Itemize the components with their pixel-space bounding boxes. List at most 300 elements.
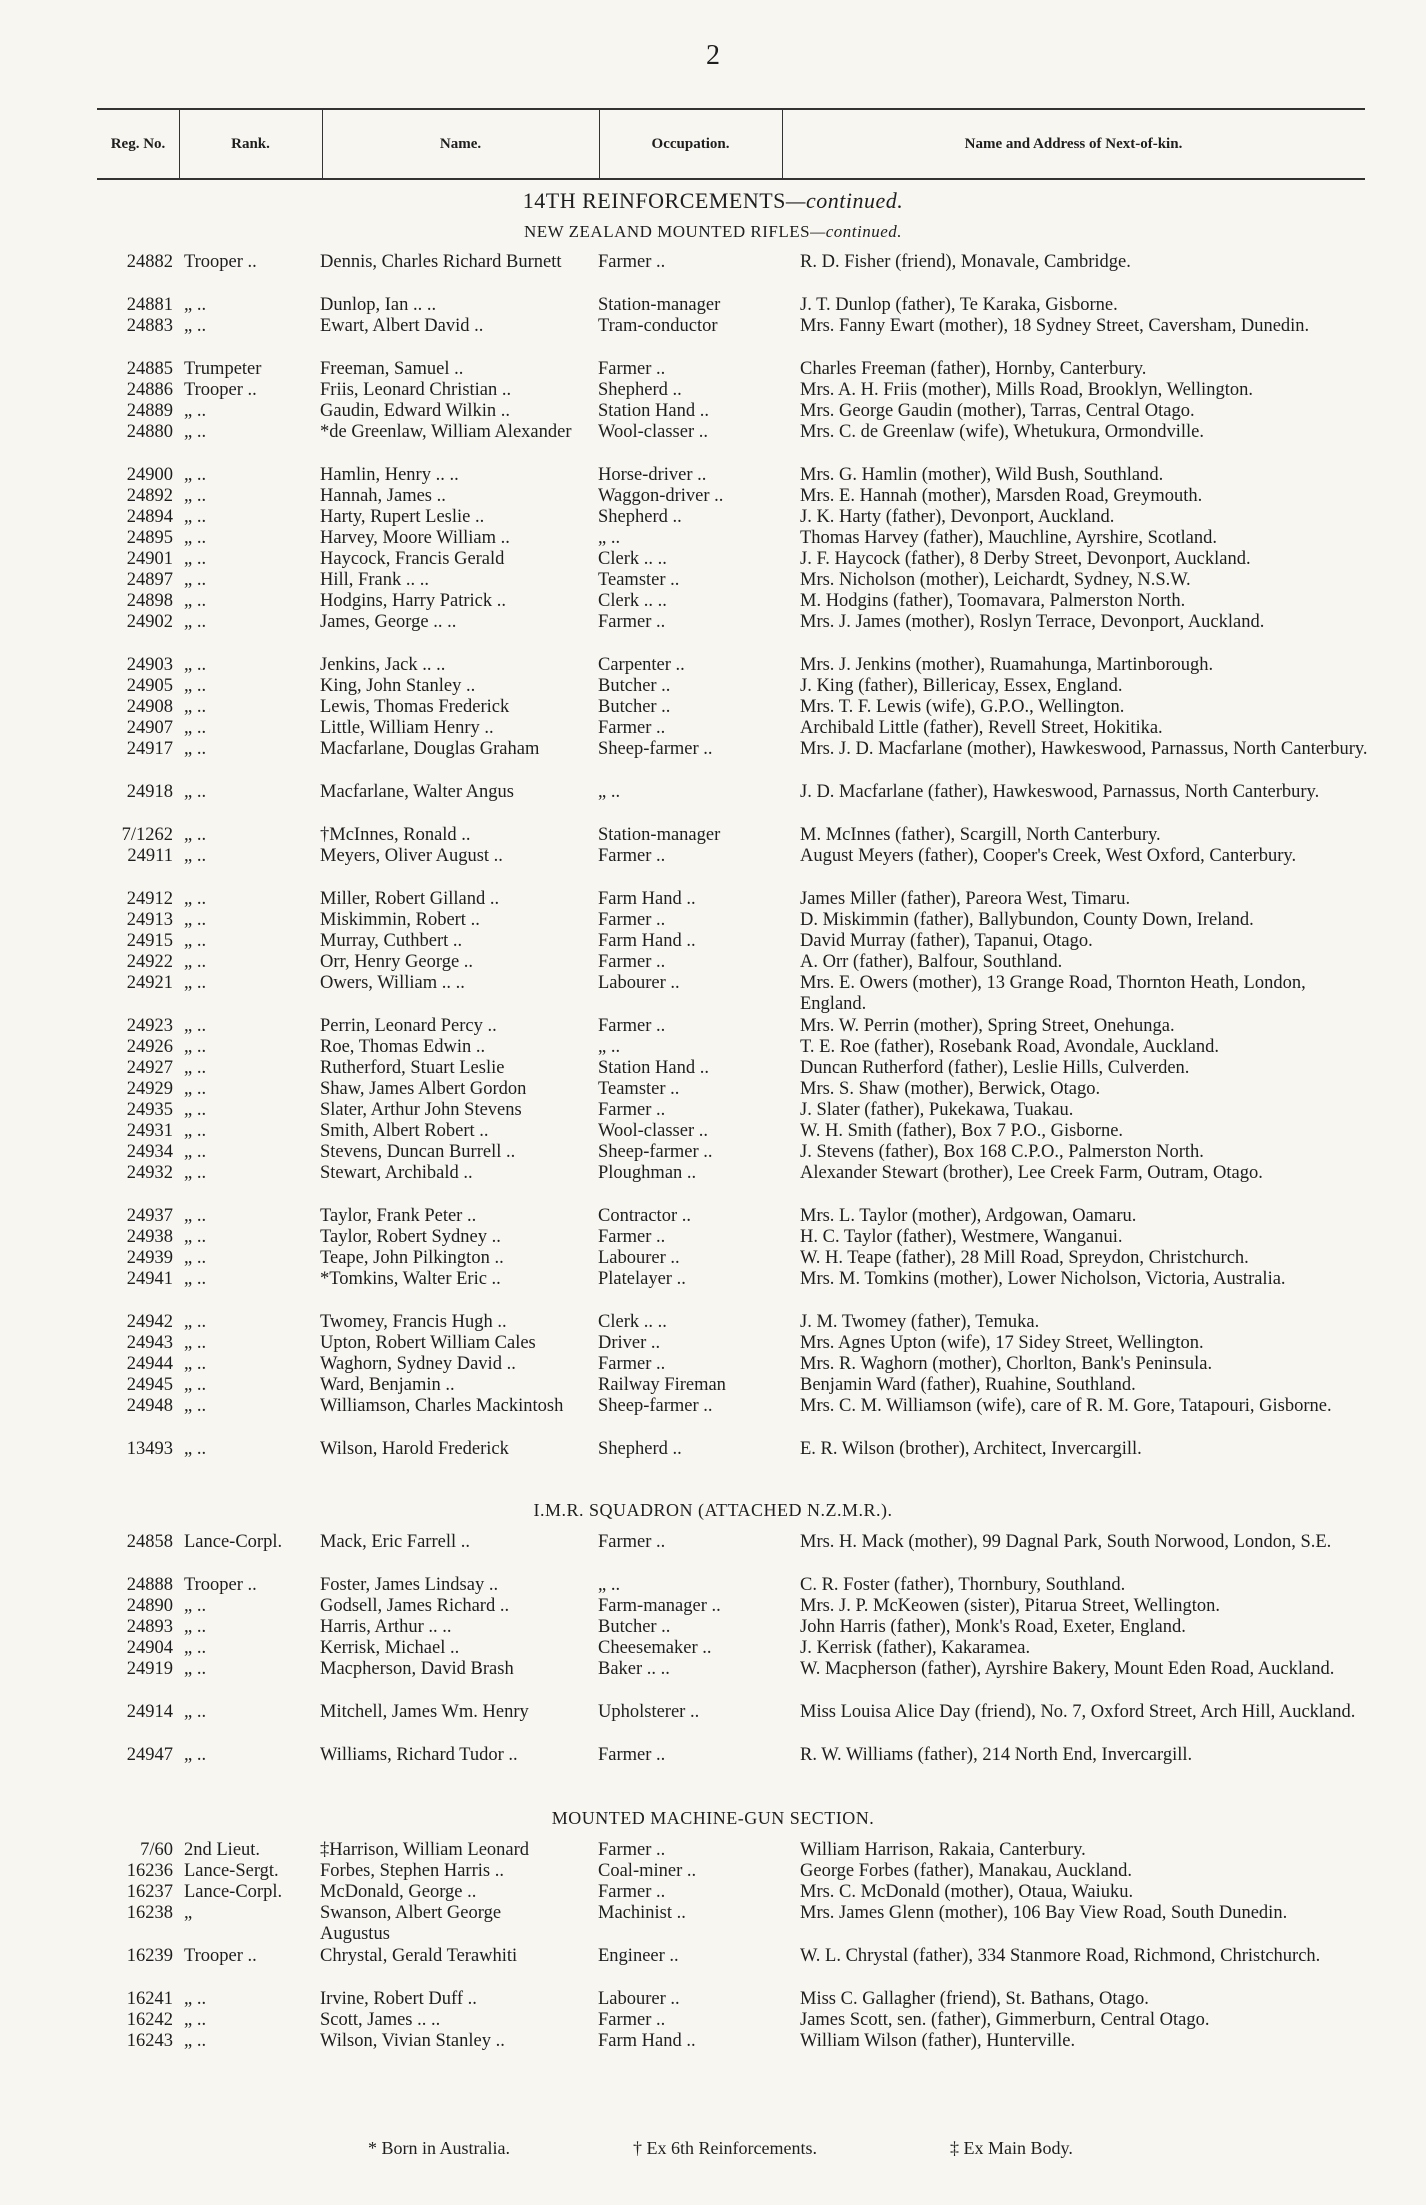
- cell-rank: „ ..: [184, 1333, 207, 1353]
- cell-rank: „ ..: [184, 697, 207, 717]
- cell-name: Hannah, James ..: [320, 486, 446, 506]
- cell-name: Hodgins, Harry Patrick ..: [320, 591, 506, 611]
- cell-next-of-kin: M. Hodgins (father), Toomavara, Palmerston North.: [800, 591, 1186, 611]
- cell-rank: „ ..: [184, 910, 207, 930]
- page-number: 2: [706, 40, 720, 71]
- cell-rank: „ ..: [184, 1269, 207, 1289]
- cell-name: *de Greenlaw, William Alexander: [320, 422, 572, 442]
- cell-rank: „ ..: [184, 1121, 207, 1141]
- cell-next-of-kin: Mrs. T. F. Lewis (wife), G.P.O., Wellington.: [800, 697, 1125, 717]
- cell-occupation: Shepherd ..: [598, 380, 682, 400]
- cell-occupation: Farmer ..: [598, 359, 666, 379]
- cell-occupation: Farmer ..: [598, 1354, 666, 1374]
- cell-reg-no: 24937: [126, 1206, 173, 1226]
- cell-next-of-kin: Mrs. R. Waghorn (mother), Chorlton, Bank's Peninsula.: [800, 1354, 1213, 1374]
- cell-name: †McInnes, Ronald ..: [320, 825, 471, 845]
- cell-next-of-kin: W. Macpherson (father), Ayrshire Bakery, Mount Eden Road, Auckland.: [800, 1659, 1335, 1679]
- cell-next-of-kin: W. H. Smith (father), Box 7 P.O., Gisborne.: [800, 1121, 1124, 1141]
- section-title-imr-squadron: I.M.R. SQUADRON (ATTACHED N.Z.M.R.).: [533, 1500, 893, 1520]
- cell-reg-no: 16239: [126, 1946, 173, 1966]
- cell-occupation: Horse-driver ..: [598, 465, 707, 485]
- cell-reg-no: 24922: [126, 952, 173, 972]
- cell-rank: „ ..: [184, 1206, 207, 1226]
- cell-rank: Trooper ..: [184, 1946, 257, 1966]
- cell-occupation: Sheep-farmer ..: [598, 1142, 713, 1162]
- cell-name: Harty, Rupert Leslie ..: [320, 507, 485, 527]
- cell-occupation: Farmer ..: [598, 1745, 666, 1765]
- cell-occupation: Farmer ..: [598, 1840, 666, 1860]
- cell-rank: „ ..: [184, 612, 207, 632]
- cell-reg-no: 24926: [126, 1037, 173, 1057]
- cell-name: Wilson, Harold Frederick: [320, 1439, 509, 1459]
- cell-occupation: Farmer ..: [598, 846, 666, 866]
- cell-occupation: Teamster ..: [598, 1079, 680, 1099]
- cell-name: Gaudin, Edward Wilkin ..: [320, 401, 511, 421]
- cell-reg-no: 24883: [126, 316, 173, 336]
- cell-reg-no: 24902: [126, 612, 173, 632]
- cell-name: Forbes, Stephen Harris ..: [320, 1861, 504, 1881]
- cell-reg-no: 16238: [126, 1903, 173, 1923]
- cell-next-of-kin: Archibald Little (father), Revell Street, Hokitika.: [800, 718, 1163, 738]
- cell-name: Harris, Arthur .. ..: [320, 1617, 452, 1637]
- cell-next-of-kin: J. Slater (father), Pukekawa, Tuakau.: [800, 1100, 1074, 1120]
- cell-reg-no: 24919: [126, 1659, 173, 1679]
- cell-rank: Lance-Corpl.: [184, 1532, 283, 1552]
- cell-next-of-kin: Miss Louisa Alice Day (friend), No. 7, Oxford Street, Arch Hill, Auckland.: [800, 1702, 1356, 1722]
- cell-rank: „ ..: [184, 1638, 207, 1658]
- cell-reg-no: 24903: [126, 655, 173, 675]
- footnote-born-australia: * Born in Australia.: [368, 2138, 510, 2158]
- cell-reg-no: 24894: [126, 507, 173, 527]
- cell-reg-no: 24908: [126, 697, 173, 717]
- cell-rank: „ ..: [184, 316, 207, 336]
- cell-next-of-kin: Mrs. J. Jenkins (mother), Ruamahunga, Martinborough.: [800, 655, 1214, 675]
- cell-reg-no: 16243: [126, 2031, 173, 2051]
- cell-occupation: Farmer ..: [598, 1882, 666, 1902]
- cell-rank: „ ..: [184, 528, 207, 548]
- cell-next-of-kin: D. Miskimmin (father), Ballybundon, County Down, Ireland.: [800, 910, 1254, 930]
- cell-next-of-kin: Mrs. J. D. Macfarlane (mother), Hawkeswood, Parnassus, North Canterbury.: [800, 739, 1368, 759]
- cell-rank: „ ..: [184, 1989, 207, 2009]
- cell-next-of-kin: Mrs. James Glenn (mother), 106 Bay View Road, South Dunedin.: [800, 1903, 1288, 1923]
- cell-name: Dunlop, Ian .. ..: [320, 295, 437, 315]
- cell-next-of-kin: J. Stevens (father), Box 168 C.P.O., Palmerston North.: [800, 1142, 1204, 1162]
- cell-next-of-kin: Mrs. George Gaudin (mother), Tarras, Central Otago.: [800, 401, 1195, 421]
- cell-name: Macfarlane, Walter Angus: [320, 782, 514, 802]
- cell-occupation: Station Hand ..: [598, 1058, 709, 1078]
- header-name: Name.: [439, 135, 482, 152]
- header-occupation: Occupation.: [651, 135, 730, 152]
- cell-reg-no: 24939: [126, 1248, 173, 1268]
- cell-reg-no: 24942: [126, 1312, 173, 1332]
- cell-next-of-kin: C. R. Foster (father), Thornbury, Southland.: [800, 1575, 1126, 1595]
- cell-name: Miller, Robert Gilland ..: [320, 889, 500, 909]
- cell-name: Miskimmin, Robert ..: [320, 910, 480, 930]
- header-reg-no: Reg. No.: [110, 135, 166, 152]
- cell-occupation: Railway Fireman: [598, 1375, 726, 1395]
- cell-next-of-kin: Mrs. C. M. Williamson (wife), care of R. M. Gore, Tatapouri, Gisborne.: [800, 1396, 1332, 1416]
- cell-next-of-kin: Mrs. C. de Greenlaw (wife), Whetukura, Ormondville.: [800, 422, 1204, 442]
- cell-rank: „ ..: [184, 846, 207, 866]
- footnotes: [0, 2138, 1426, 2162]
- cell-occupation: „ ..: [598, 528, 621, 548]
- cell-rank: „ ..: [184, 1227, 207, 1247]
- cell-next-of-kin: J. F. Haycock (father), 8 Derby Street, Devonport, Auckland.: [800, 549, 1251, 569]
- cell-rank: „ ..: [184, 655, 207, 675]
- cell-reg-no: 24893: [126, 1617, 173, 1637]
- cell-occupation: Farmer ..: [598, 1100, 666, 1120]
- cell-name: Stevens, Duncan Burrell ..: [320, 1142, 516, 1162]
- cell-next-of-kin: Duncan Rutherford (father), Leslie Hills, Culverden.: [800, 1058, 1190, 1078]
- section-subtitle-suffix: —continued.: [810, 222, 902, 241]
- cell-occupation: Carpenter ..: [598, 655, 685, 675]
- cell-reg-no: 16236: [126, 1861, 173, 1881]
- cell-reg-no: 24858: [126, 1532, 173, 1552]
- cell-rank: „ ..: [184, 1016, 207, 1036]
- cell-name: Stewart, Archibald ..: [320, 1163, 473, 1183]
- cell-name: Macfarlane, Douglas Graham: [320, 739, 540, 759]
- cell-rank: „ ..: [184, 1617, 207, 1637]
- cell-name: Williamson, Charles Mackintosh: [320, 1396, 564, 1416]
- cell-next-of-kin: August Meyers (father), Cooper's Creek, West Oxford, Canterbury.: [800, 846, 1297, 866]
- cell-reg-no: 7/1262: [121, 825, 173, 845]
- cell-occupation: Farm Hand ..: [598, 889, 696, 909]
- cell-next-of-kin: J. D. Macfarlane (father), Hawkeswood, Parnassus, North Canterbury.: [800, 782, 1320, 802]
- cell-occupation: Farmer ..: [598, 1227, 666, 1247]
- footnote-ex-main-body: ‡ Ex Main Body.: [950, 2138, 1073, 2158]
- cell-rank: „ ..: [184, 1596, 207, 1616]
- cell-rank: „ ..: [184, 1312, 207, 1332]
- cell-occupation: Butcher ..: [598, 697, 671, 717]
- cell-reg-no: 24918: [126, 782, 173, 802]
- cell-reg-no: 24901: [126, 549, 173, 569]
- cell-rank: „ ..: [184, 931, 207, 951]
- cell-occupation: Farmer ..: [598, 1532, 666, 1552]
- cell-rank: „ ..: [184, 1659, 207, 1679]
- cell-name: Orr, Henry George ..: [320, 952, 474, 972]
- cell-reg-no: 24929: [126, 1079, 173, 1099]
- cell-reg-no: 24915: [126, 931, 173, 951]
- cell-rank: „ ..: [184, 1058, 207, 1078]
- cell-next-of-kin: M. McInnes (father), Scargill, North Canterbury.: [800, 825, 1161, 845]
- cell-rank: „ ..: [184, 973, 207, 993]
- cell-rank: „ ..: [184, 1100, 207, 1120]
- table-header: [97, 108, 1365, 180]
- cell-next-of-kin: W. L. Chrystal (father), 334 Stanmore Road, Richmond, Christchurch.: [800, 1946, 1321, 1966]
- cell-rank: „ ..: [184, 1142, 207, 1162]
- cell-reg-no: 24890: [126, 1596, 173, 1616]
- cell-name: Chrystal, Gerald Terawhiti: [320, 1946, 518, 1966]
- cell-reg-no: 24941: [126, 1269, 173, 1289]
- cell-name: Mitchell, James Wm. Henry: [320, 1702, 529, 1722]
- cell-next-of-kin: J. King (father), Billericay, Essex, England.: [800, 676, 1123, 696]
- cell-rank: „ ..: [184, 570, 207, 590]
- cell-next-of-kin: Mrs. C. McDonald (mother), Otaua, Waiuku.: [800, 1882, 1134, 1902]
- cell-rank: Lance-Sergt.: [184, 1861, 279, 1881]
- cell-next-of-kin: Mrs. J. James (mother), Roslyn Terrace, Devonport, Auckland.: [800, 612, 1265, 632]
- cell-next-of-kin: Mrs. J. P. McKeowen (sister), Pitarua Street, Wellington.: [800, 1596, 1221, 1616]
- cell-reg-no: 24931: [126, 1121, 173, 1141]
- cell-reg-no: 24907: [126, 718, 173, 738]
- cell-name: Ward, Benjamin ..: [320, 1375, 455, 1395]
- cell-next-of-kin: J. M. Twomey (father), Temuka.: [800, 1312, 1040, 1332]
- cell-occupation: Driver ..: [598, 1333, 661, 1353]
- cell-rank: „ ..: [184, 507, 207, 527]
- cell-name: Macpherson, David Brash: [320, 1659, 514, 1679]
- cell-rank: „: [184, 1903, 193, 1923]
- cell-rank: „ ..: [184, 889, 207, 909]
- cell-name: James, George .. ..: [320, 612, 457, 632]
- cell-occupation: Farmer ..: [598, 2010, 666, 2030]
- cell-name: Jenkins, Jack .. ..: [320, 655, 446, 675]
- cell-occupation: Farmer ..: [598, 252, 666, 272]
- cell-name: Scott, James .. ..: [320, 2010, 441, 2030]
- cell-name: *Tomkins, Walter Eric ..: [320, 1269, 501, 1289]
- cell-rank: 2nd Lieut.: [184, 1840, 261, 1860]
- cell-name: McDonald, George ..: [320, 1882, 477, 1902]
- cell-name: Meyers, Oliver August ..: [320, 846, 503, 866]
- cell-rank: „ ..: [184, 1396, 207, 1416]
- cell-occupation: Farm Hand ..: [598, 931, 696, 951]
- cell-next-of-kin: T. E. Roe (father), Rosebank Road, Avondale, Auckland.: [800, 1037, 1220, 1057]
- cell-name: Swanson, Albert George Augustus: [320, 1903, 502, 1944]
- cell-occupation: Station-manager: [598, 295, 721, 315]
- cell-next-of-kin: Mrs. E. Hannah (mother), Marsden Road, Greymouth.: [800, 486, 1203, 506]
- cell-reg-no: 16242: [126, 2010, 173, 2030]
- cell-next-of-kin: E. R. Wilson (brother), Architect, Invercargill.: [800, 1439, 1142, 1459]
- cell-rank: „ ..: [184, 591, 207, 611]
- cell-occupation: Machinist ..: [598, 1903, 686, 1923]
- cell-next-of-kin: David Murray (father), Tapanui, Otago.: [800, 931, 1093, 951]
- cell-reg-no: 24911: [127, 846, 173, 866]
- cell-occupation: Labourer ..: [598, 1248, 680, 1268]
- cell-rank: Trooper ..: [184, 1575, 257, 1595]
- cell-next-of-kin: A. Orr (father), Balfour, Southland.: [800, 952, 1063, 972]
- cell-rank: „ ..: [184, 465, 207, 485]
- cell-reg-no: 24927: [126, 1058, 173, 1078]
- cell-name: Haycock, Francis Gerald: [320, 549, 505, 569]
- cell-rank: „ ..: [184, 718, 207, 738]
- cell-name: Irvine, Robert Duff ..: [320, 1989, 477, 2009]
- cell-rank: „ ..: [184, 1745, 207, 1765]
- cell-next-of-kin: Mrs. Agnes Upton (wife), 17 Sidey Street, Wellington.: [800, 1333, 1204, 1353]
- cell-reg-no: 24914: [126, 1702, 173, 1722]
- cell-occupation: Contractor ..: [598, 1206, 691, 1226]
- cell-name: Hamlin, Henry .. ..: [320, 465, 459, 485]
- section-title-suffix: —continued.: [785, 188, 904, 213]
- cell-name: Teape, John Pilkington ..: [320, 1248, 504, 1268]
- cell-next-of-kin: Mrs. M. Tomkins (mother), Lower Nicholson, Victoria, Australia.: [800, 1269, 1286, 1289]
- cell-name: Hill, Frank .. ..: [320, 570, 429, 590]
- cell-reg-no: 24921: [126, 973, 173, 993]
- cell-rank: Trumpeter: [184, 359, 262, 379]
- cell-reg-no: 24885: [126, 359, 173, 379]
- cell-occupation: Sheep-farmer ..: [598, 1396, 713, 1416]
- cell-next-of-kin: H. C. Taylor (father), Westmere, Wanganui.: [800, 1227, 1123, 1247]
- cell-rank: „ ..: [184, 1354, 207, 1374]
- cell-occupation: Farmer ..: [598, 718, 666, 738]
- cell-occupation: Clerk .. ..: [598, 1312, 667, 1332]
- cell-occupation: Farmer ..: [598, 1016, 666, 1036]
- cell-occupation: Cheesemaker ..: [598, 1638, 712, 1658]
- section-title-reinforcements: [0, 188, 1426, 214]
- section-title-text: 14TH REINFORCEMENTS: [522, 188, 786, 213]
- cell-rank: „ ..: [184, 1248, 207, 1268]
- cell-rank: Trooper ..: [184, 380, 257, 400]
- cell-name: Slater, Arthur John Stevens: [320, 1100, 522, 1120]
- cell-rank: „ ..: [184, 782, 207, 802]
- cell-reg-no: 16241: [126, 1989, 173, 2009]
- cell-next-of-kin: Charles Freeman (father), Hornby, Canterbury.: [800, 359, 1147, 379]
- cell-next-of-kin: Mrs. L. Taylor (mother), Ardgowan, Oamaru.: [800, 1206, 1137, 1226]
- cell-occupation: Farmer ..: [598, 910, 666, 930]
- cell-occupation: Clerk .. ..: [598, 591, 667, 611]
- cell-rank: „ ..: [184, 295, 207, 315]
- cell-occupation: Farm-manager ..: [598, 1596, 721, 1616]
- cell-name: Mack, Eric Farrell ..: [320, 1532, 470, 1552]
- cell-name: Foster, James Lindsay ..: [320, 1575, 499, 1595]
- cell-name: Wilson, Vivian Stanley ..: [320, 2031, 505, 2051]
- cell-name: Taylor, Robert Sydney ..: [320, 1227, 501, 1247]
- cell-rank: „ ..: [184, 676, 207, 696]
- cell-occupation: Tram-conductor: [598, 316, 718, 336]
- cell-occupation: Labourer ..: [598, 1989, 680, 2009]
- cell-rank: „ ..: [184, 2010, 207, 2030]
- cell-reg-no: 24932: [126, 1163, 173, 1183]
- cell-occupation: Station Hand ..: [598, 401, 709, 421]
- cell-rank: Lance-Corpl.: [184, 1882, 283, 1902]
- cell-rank: „ ..: [184, 2031, 207, 2051]
- cell-next-of-kin: J. Kerrisk (father), Kakaramea.: [800, 1638, 1031, 1658]
- cell-reg-no: 24947: [126, 1745, 173, 1765]
- cell-reg-no: 24880: [126, 422, 173, 442]
- cell-reg-no: 7/60: [140, 1840, 173, 1860]
- cell-reg-no: 24882: [126, 252, 173, 272]
- cell-rank: „ ..: [184, 422, 207, 442]
- cell-rank: „ ..: [184, 739, 207, 759]
- cell-reg-no: 24944: [126, 1354, 173, 1374]
- cell-next-of-kin: Mrs. Nicholson (mother), Leichardt, Sydney, N.S.W.: [800, 570, 1191, 590]
- cell-occupation: Butcher ..: [598, 676, 671, 696]
- cell-name: Little, William Henry ..: [320, 718, 494, 738]
- cell-next-of-kin: J. K. Harty (father), Devonport, Auckland.: [800, 507, 1115, 527]
- cell-name: Twomey, Francis Hugh ..: [320, 1312, 507, 1332]
- cell-next-of-kin: James Miller (father), Pareora West, Timaru.: [800, 889, 1131, 909]
- cell-name: Smith, Albert Robert ..: [320, 1121, 489, 1141]
- cell-name: Owers, William .. ..: [320, 973, 465, 993]
- cell-reg-no: 24923: [126, 1016, 173, 1036]
- section-subtitle-nzmr: [0, 222, 1426, 242]
- cell-occupation: „ ..: [598, 782, 621, 802]
- footnote-ex-6th: † Ex 6th Reinforcements.: [633, 2138, 817, 2158]
- cell-name: Dennis, Charles Richard Burnett: [320, 252, 562, 272]
- cell-occupation: „ ..: [598, 1575, 621, 1595]
- cell-name: Taylor, Frank Peter ..: [320, 1206, 477, 1226]
- cell-reg-no: 24898: [126, 591, 173, 611]
- cell-name: Waghorn, Sydney David ..: [320, 1354, 516, 1374]
- cell-occupation: Butcher ..: [598, 1617, 671, 1637]
- cell-rank: „ ..: [184, 1702, 207, 1722]
- cell-next-of-kin: Mrs. W. Perrin (mother), Spring Street, Onehunga.: [800, 1016, 1175, 1036]
- cell-rank: „ ..: [184, 549, 207, 569]
- cell-name: Upton, Robert William Cales: [320, 1333, 536, 1353]
- cell-reg-no: 24900: [126, 465, 173, 485]
- cell-next-of-kin: Alexander Stewart (brother), Lee Creek Farm, Outram, Otago.: [800, 1163, 1263, 1183]
- cell-reg-no: 24904: [126, 1638, 173, 1658]
- cell-next-of-kin: Benjamin Ward (father), Ruahine, Southland.: [800, 1375, 1136, 1395]
- cell-occupation: Labourer ..: [598, 973, 680, 993]
- header-next-of-kin: Name and Address of Next-of-kin.: [964, 135, 1183, 152]
- cell-name: Godsell, James Richard ..: [320, 1596, 510, 1616]
- cell-reg-no: 24912: [126, 889, 173, 909]
- cell-name: Ewart, Albert David ..: [320, 316, 484, 336]
- cell-name: Rutherford, Stuart Leslie: [320, 1058, 505, 1078]
- cell-rank: „ ..: [184, 1079, 207, 1099]
- cell-next-of-kin: William Wilson (father), Hunterville.: [800, 2031, 1076, 2051]
- cell-rank: Trooper ..: [184, 252, 257, 272]
- cell-reg-no: 24913: [126, 910, 173, 930]
- cell-occupation: Farmer ..: [598, 952, 666, 972]
- cell-next-of-kin: Mrs. E. Owers (mother), 13 Grange Road, Thornton Heath, London, England.: [800, 973, 1306, 1014]
- cell-reg-no: 24881: [126, 295, 173, 315]
- cell-next-of-kin: J. T. Dunlop (father), Te Karaka, Gisborne.: [800, 295, 1118, 315]
- cell-next-of-kin: Mrs. H. Mack (mother), 99 Dagnal Park, South Norwood, London, S.E.: [800, 1532, 1332, 1552]
- cell-reg-no: 24945: [126, 1375, 173, 1395]
- section-title-machine-gun: MOUNTED MACHINE-GUN SECTION.: [551, 1808, 875, 1828]
- cell-reg-no: 24943: [126, 1333, 173, 1353]
- cell-occupation: Coal-miner ..: [598, 1861, 697, 1881]
- cell-reg-no: 24934: [126, 1142, 173, 1162]
- cell-next-of-kin: R. D. Fisher (friend), Monavale, Cambridge.: [800, 252, 1131, 272]
- cell-next-of-kin: W. H. Teape (father), 28 Mill Road, Spreydon, Christchurch.: [800, 1248, 1249, 1268]
- cell-occupation: Farmer ..: [598, 612, 666, 632]
- cell-occupation: „ ..: [598, 1037, 621, 1057]
- cell-reg-no: 16237: [126, 1882, 173, 1902]
- cell-reg-no: 13493: [126, 1439, 173, 1459]
- cell-name: Friis, Leonard Christian ..: [320, 380, 512, 400]
- cell-reg-no: 24895: [126, 528, 173, 548]
- cell-occupation: Clerk .. ..: [598, 549, 667, 569]
- cell-rank: „ ..: [184, 1163, 207, 1183]
- cell-name: Perrin, Leonard Percy ..: [320, 1016, 497, 1036]
- cell-reg-no: 24892: [126, 486, 173, 506]
- cell-occupation: Wool-classer ..: [598, 1121, 708, 1141]
- cell-occupation: Upholsterer ..: [598, 1702, 700, 1722]
- cell-reg-no: 24889: [126, 401, 173, 421]
- cell-rank: „ ..: [184, 401, 207, 421]
- cell-rank: „ ..: [184, 1037, 207, 1057]
- cell-occupation: Ploughman ..: [598, 1163, 697, 1183]
- cell-name: Roe, Thomas Edwin ..: [320, 1037, 486, 1057]
- cell-next-of-kin: John Harris (father), Monk's Road, Exeter, England.: [800, 1617, 1186, 1637]
- cell-name: Shaw, James Albert Gordon: [320, 1079, 527, 1099]
- cell-rank: „ ..: [184, 825, 207, 845]
- cell-next-of-kin: Miss C. Gallagher (friend), St. Bathans, Otago.: [800, 1989, 1149, 2009]
- cell-occupation: Waggon-driver ..: [598, 486, 724, 506]
- cell-name: Harvey, Moore William ..: [320, 528, 510, 548]
- cell-name: ‡Harrison, William Leonard: [320, 1840, 530, 1860]
- cell-occupation: Station-manager: [598, 825, 721, 845]
- cell-name: Kerrisk, Michael ..: [320, 1638, 460, 1658]
- cell-name: Williams, Richard Tudor ..: [320, 1745, 518, 1765]
- cell-next-of-kin: James Scott, sen. (father), Gimmerburn, Central Otago.: [800, 2010, 1210, 2030]
- cell-rank: „ ..: [184, 1439, 207, 1459]
- cell-rank: „ ..: [184, 1375, 207, 1395]
- cell-occupation: Baker .. ..: [598, 1659, 670, 1679]
- cell-next-of-kin: Mrs. Fanny Ewart (mother), 18 Sydney Street, Caversham, Dunedin.: [800, 316, 1310, 336]
- cell-reg-no: 24905: [126, 676, 173, 696]
- cell-next-of-kin: Mrs. A. H. Friis (mother), Mills Road, Brooklyn, Wellington.: [800, 380, 1253, 400]
